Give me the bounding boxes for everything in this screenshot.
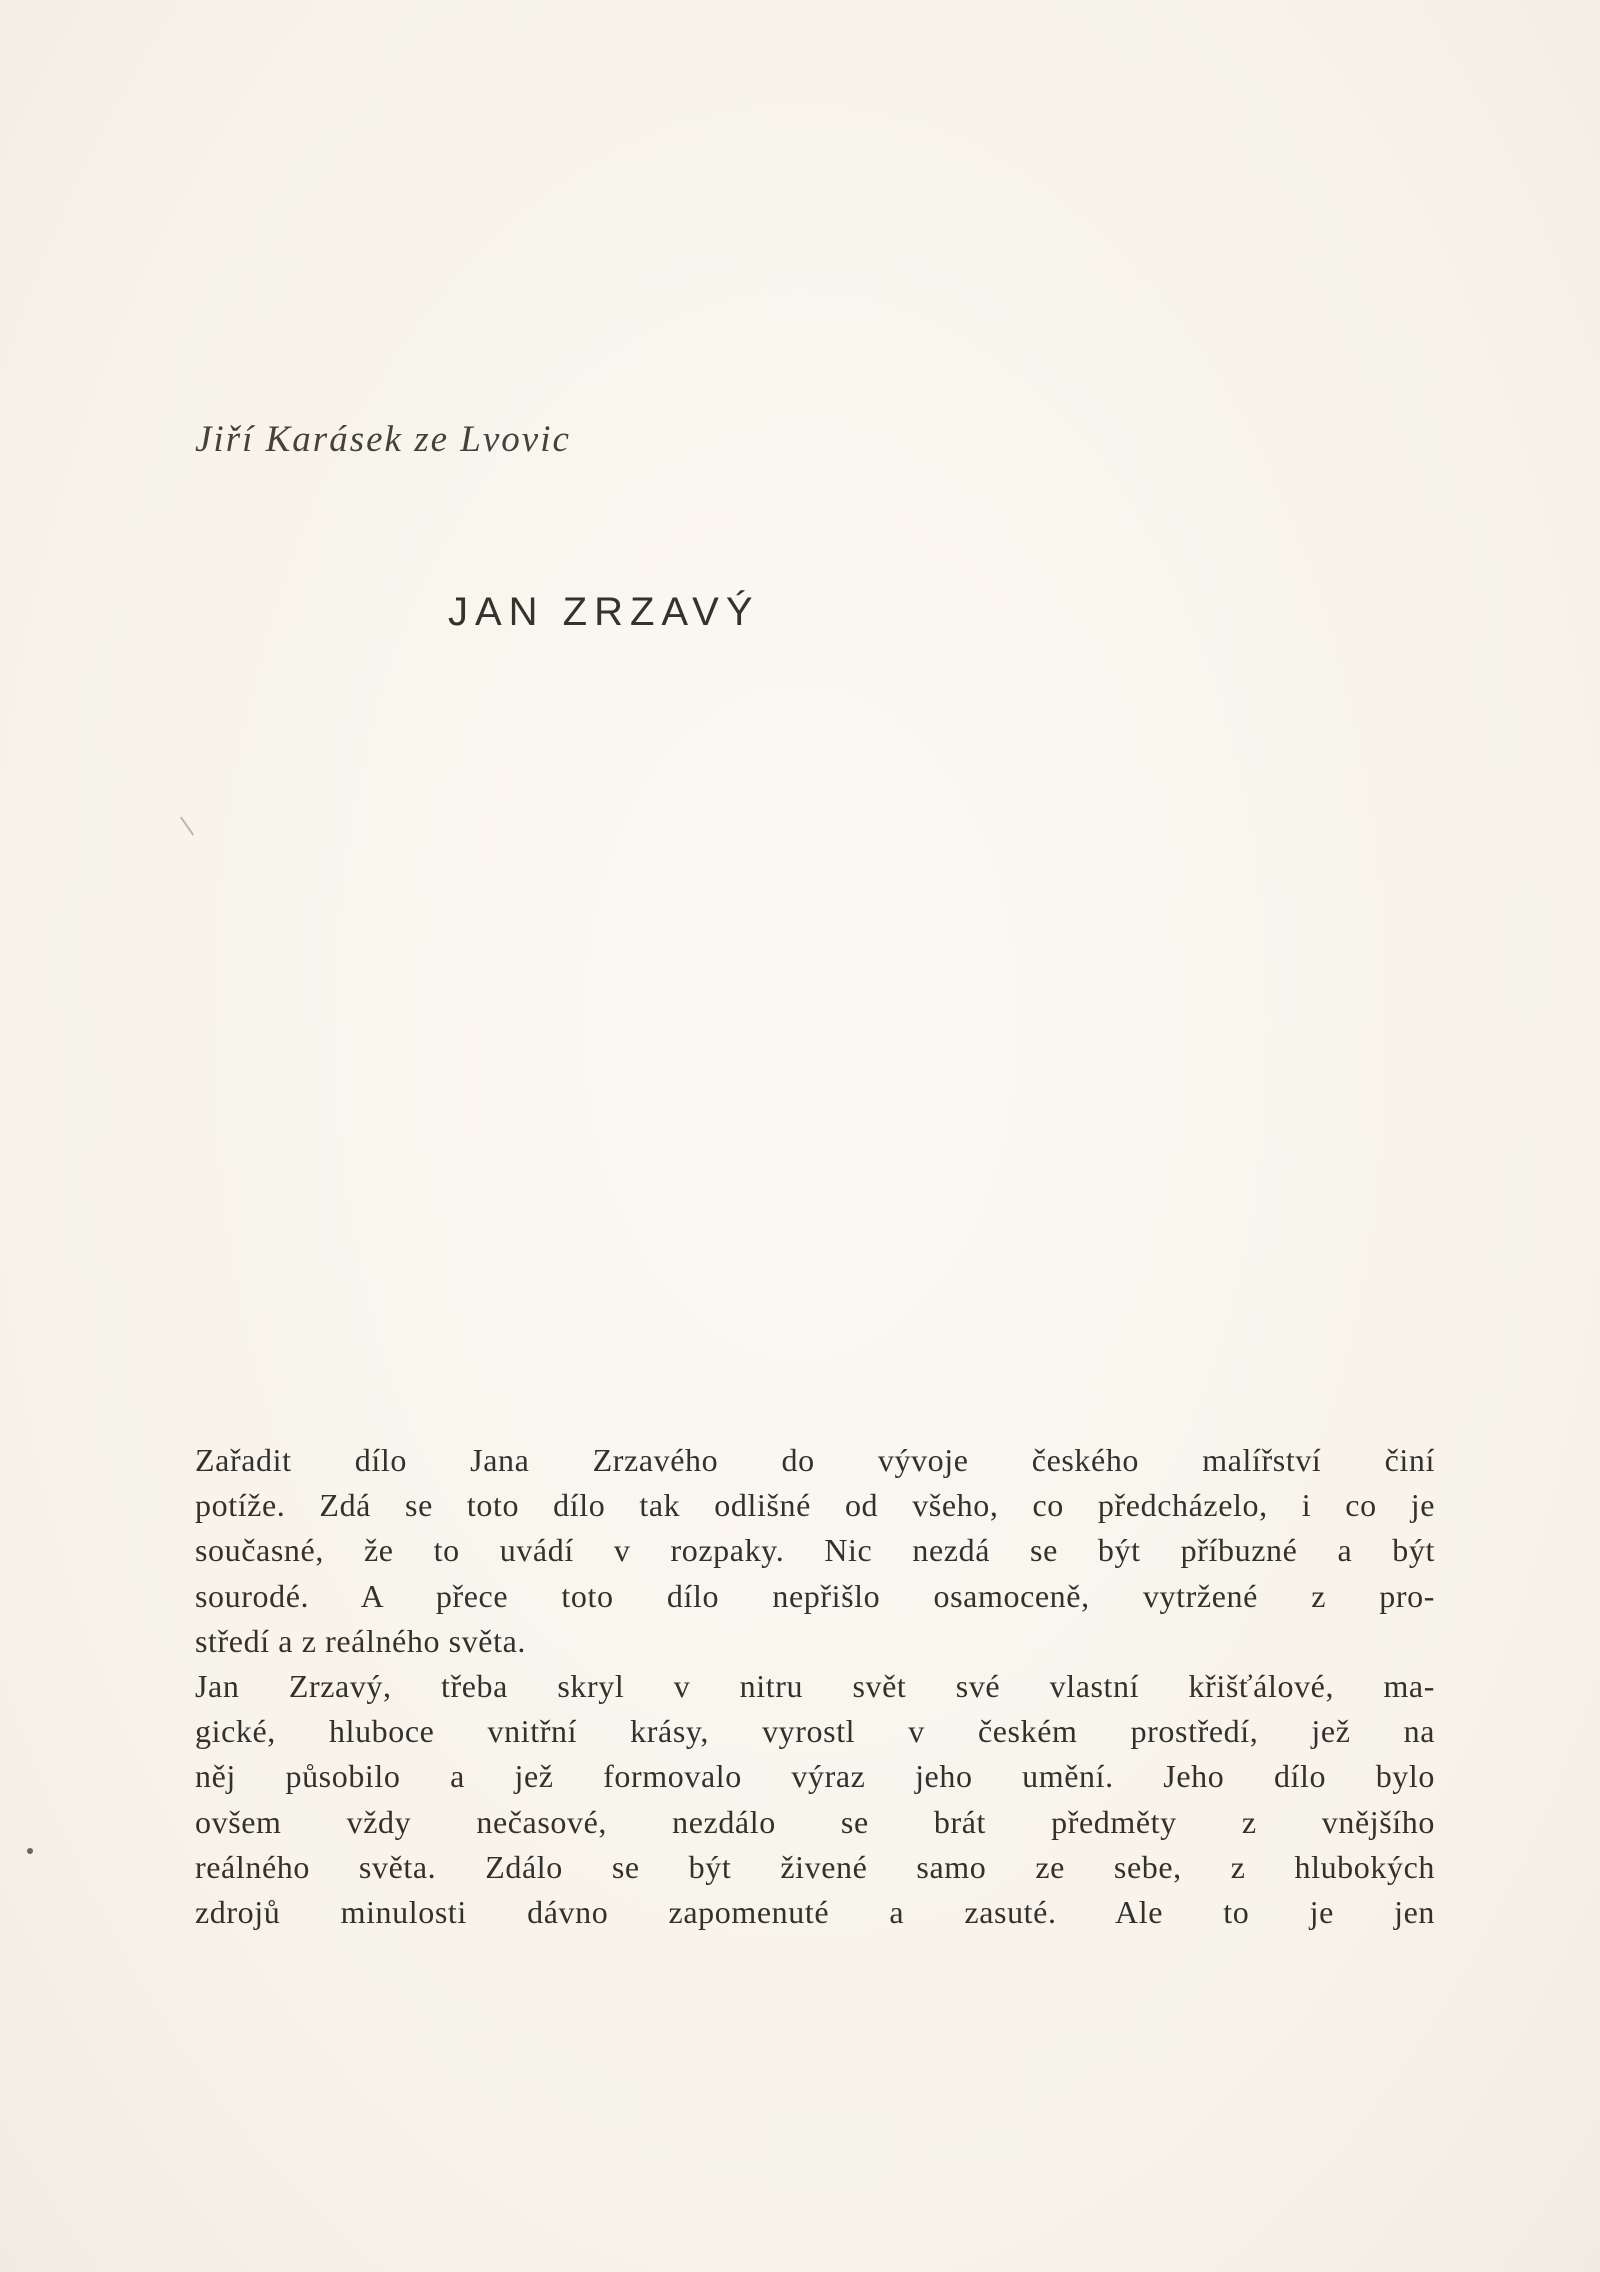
text-line: Jan Zrzavý, třeba skryl v nitru svět své vlastní křišťálové, ma- [195,1667,1435,1704]
text-line: ovšem vždy nečasové, nezdálo se brát předměty z vnějšího [195,1803,1435,1840]
chapter-title: JAN ZRZAVÝ [448,590,760,634]
ink-speck [27,1848,33,1854]
text-line: reálného světa. Zdálo se být živené samo ze sebe, z hlubokých [195,1848,1435,1885]
text-line: potíže. Zdá se toto dílo tak odlišné od všeho, co předcházelo, i co je [195,1487,1435,1524]
text-line: gické, hluboce vnitřní krásy, vyrostl v českém prostředí, jež na [195,1713,1435,1750]
body-paragraph [195,1438,1435,1935]
author-name: Jiří Karásek ze Lvovic [195,419,571,460]
text-line: sourodé. A přece toto dílo nepřišlo osamoceně, vytržené z pro- [195,1577,1435,1614]
text-line: Zařadit dílo Jana Zrzavého do vývoje českého malířství činí [195,1442,1435,1478]
text-line: něj působilo a jež formovalo výraz jeho umění. Jeho dílo bylo [195,1758,1435,1795]
paper-mark [180,816,194,835]
text-line: středí a z reálného světa. [195,1622,527,1659]
text-line: zdrojů minulosti dávno zapomenuté a zasuté. Ale to je jen [195,1893,1435,1930]
text-line: současné, že to uvádí v rozpaky. Nic nezdá se být příbuzné a být [195,1532,1435,1569]
